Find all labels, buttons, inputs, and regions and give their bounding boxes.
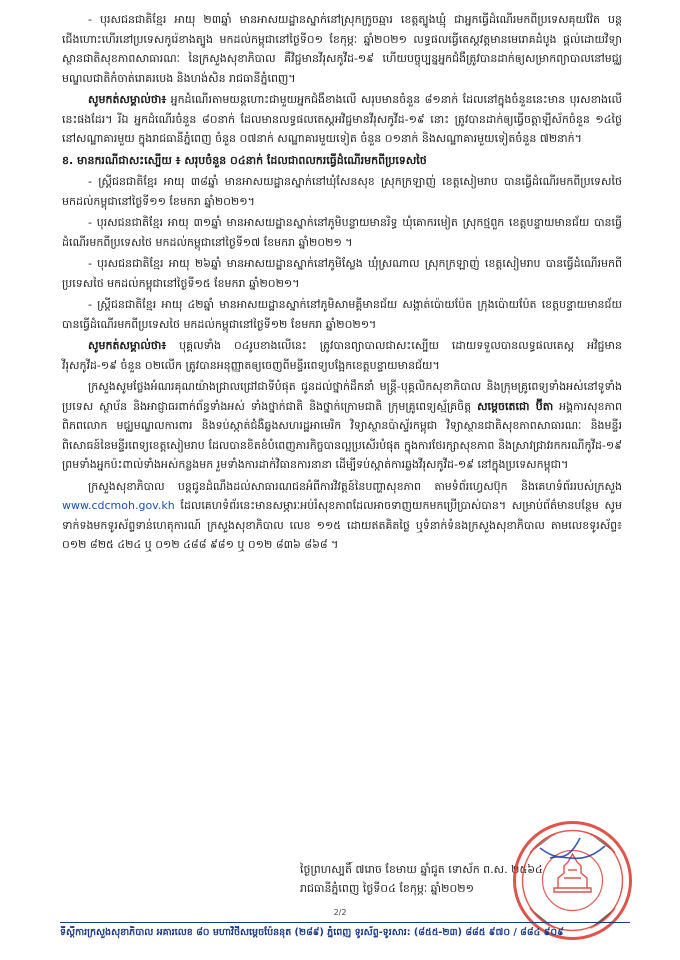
thanks-text: ក្រសួងសូមថ្លែងអំណរគុណយ៉ាងជ្រាលជ្រៅជាទីបំផុត ជូនដល់ថ្នាក់ដឹកនាំ មន្ត្រី-បុគ្គលិកសុខាភិបាល និងក្រុមគ្រូពេទ្យទាំងអស់នៅទូទាំងប្រទេស ស្ថាប័ន និងអាជ្ញាធរពាក់ព័ន្ធទាំងអស់ ទាំងថ្នាក់ជាតិ និងថ្នាក់ក្រោមជាតិ ក្រុមគ្រូពេទ្យស្ម័គ្រចិត្ត: [62, 380, 622, 413]
thanks-paragraph: [62, 377, 622, 475]
section-heading-recovered: ខ. មានករណីជាសះស្បើយ ៖ សរុបចំនួន ០៤នាក់ ដែលជាពលករធ្វើដំណើរមកពីប្រទេសថៃ: [62, 153, 427, 167]
note-text: អ្នកដំណើរតាមយន្តហោះជាមួយអ្នកជំងឺខាងលើ សរុបមានចំនួន ៨១នាក់ ដែលនៅក្នុងចំនួននេះមាន បុរសខាងលើនេះផងដែរ។ រីឯ អ្នកដំណើរចំនួន ៨០នាក់ ដែលមានលទ្ធផលតេស្តអវិជ្ជមានវីរុសកូវីដ-១៩ នោះ ត្រូវបានដាក់ឲ្យធ្វើចត្តាឡីស័កចំនួន ១៤ថ្ងៃ នៅសណ្ឋាគារមួយ ក្នុងរាជធានីភ្នំពេញ ចំនួន ០៧នាក់ សណ្ឋាគារមួយទៀត ចំនួន ០១នាក់ និងសណ្ឋាគារមួយទៀតចំនួន ៧២នាក់។: [62, 93, 622, 145]
thanks-bold-name: សម្តេចតេជោ ប៊ីតា: [477, 399, 554, 413]
recovered-case-4: - ស្ត្រីជនជាតិខ្មែរ អាយុ ៤២ឆ្នាំ មានអាសយដ្ឋានស្នាក់នៅភូមិសាមគ្គីមានជ័យ សង្កាត់ប៉ោយប៉ែត ក្រុងប៉ោយប៉ែត ខេត្តបន្ទាយមានជ័យ បានធ្វើដំណើរមកពីប្រទេសថៃ មកដល់កម្ពុជានៅថ្ងៃទី១២ ខែមករា ឆ្នាំ២០២១។: [62, 298, 622, 331]
note-label: សូមកត់សម្គាល់ថា៖: [88, 339, 167, 352]
note-paragraph-2: [62, 336, 622, 375]
case-paragraph-1: - បុរសជនជាតិខ្មែរ អាយុ ២៣ឆ្នាំ មានអាសយដ្ឋានស្នាក់នៅស្រុកក្រូចឆ្មារ ខេត្តត្បូងឃ្មុំ ជាអ្នកធ្វើដំណើរមកពីប្រទេសគុយវ៉ែត បន្តជើងហោះហើរនៅប្រទេសកូរ៉េខាងត្បូង មកដល់កម្ពុជានៅថ្ងៃទី០១ ខែកុម្ភៈ ឆ្នាំ២០២១ លទ្ធផលធ្វើតេស្តវត្តមានមេរោគដំបូង ផ្តល់ដោយវិទ្យាស្ថានជាតិសុខភាពសាធារណៈ នៃក្រសួងសុខាភិបាល គឺវិជ្ជមានវីរុសកូវីដ-១៩ ហើយបច្ចុប្បន្នអ្នកជំងឺត្រូវបានដាក់ឲ្យសម្រាកព្យាបាលនៅមជ្ឈមណ្ឌលជាតិកំចាត់រោគរបេង និងហង់សិន រាជធានីភ្នំពេញ។: [62, 13, 622, 85]
note-paragraph-1: [62, 90, 622, 149]
ministry-seal-icon: [510, 818, 635, 943]
note-label: សូមកត់សម្គាល់ថា៖: [88, 93, 167, 106]
solar-date: រាជធានីភ្នំពេញ ថ្ងៃទី០៤ ខែកុម្ភៈ ឆ្នាំ២០២១: [300, 882, 474, 895]
footer-divider: [60, 922, 630, 923]
footer-address: ទីស្តីការក្រសួងសុខាភិបាល អគារលេខ ៨០ មហាវិថីសម្តេចប៉ែននុត (២៨៩) ភ្នំពេញ ទូរស័ព្ទ-ទូរសារ: (៨៥៥-២៣) ៨៨៥ ៩៧០ / ៨៨៤ ៩០៩: [60, 927, 564, 938]
recovered-case-3: - បុរសជនជាតិខ្មែរ អាយុ ២៦ឆ្នាំ មានអាសយដ្ឋានស្នាក់នៅភូមិស្លែង ឃុំស្រណាល ស្រុកក្រឡាញ់ ខេត្តសៀមរាប បានធ្វើដំណើរមកពីប្រទេសថៃ មកដល់កម្ពុជានៅថ្ងៃទី១៥ ខែមករា ឆ្នាំ២០២១។: [62, 257, 622, 290]
lunar-date: ថ្ងៃព្រហស្បតិ៍ ៧រោច ខែមាឃ ឆ្នាំជូត ទោស័ក ព.ស. ២៥៦៤: [300, 863, 543, 876]
recovered-case-1: - ស្ត្រីជនជាតិខ្មែរ អាយុ ៣៨ឆ្នាំ មានអាសយដ្ឋានស្នាក់នៅឃុំសែនសុខ ស្រុកក្រឡាញ់ ខេត្តសៀមរាប បានធ្វើដំណើរមកពីប្រទេសថៃ មកដល់កម្ពុជានៅថ្ងៃទី១១ ខែមករា ឆ្នាំ២០២១។: [62, 175, 622, 208]
recovered-case-2: - បុរសជនជាតិខ្មែរ អាយុ ៣១ឆ្នាំ មានអាសយដ្ឋានស្នាក់នៅភូមិបន្ទាយមានរិទ្ធ ឃុំគោករមៀត ស្រុកថ្មពួក ខេត្តបន្ទាយមានជ័យ បានធ្វើដំណើរមកពីប្រទេសថៃ មកដល់កម្ពុជានៅថ្ងៃទី១៧ ខែមករា ឆ្នាំ២០២១ ។: [62, 216, 622, 249]
website-link[interactable]: www.cdcmoh.gov.kh: [62, 499, 175, 512]
contact-text: ដែលគេហទំព័រនេះមានសម្ភារៈអប់រំសុខភាពដែលអាចទាញយកមកប្រើប្រាស់បាន។ សម្រាប់ព័ត៌មានបន្ថែម សូមទាក់ទងមកទូរស័ព្ទទាន់ហេតុការណ៍ ក្រសួងសុខាភិបាល លេខ ១១៥ ដោយឥតគិតថ្លៃ ឬទំនាក់ទំនងក្រសួងសុខាភិបាល តាមលេខទូរស័ព្ទ៖ ០១២ ៨២៥ ៤២៤ ឬ ០១២ ៤៨៨ ៩៨១ ឬ ០១២ ៨៣៦ ៨៦៨ ។: [62, 499, 622, 551]
page-number: 2/2: [333, 908, 347, 917]
document-body: [62, 10, 622, 557]
contact-paragraph: [62, 477, 622, 555]
contact-text: ក្រសួងសុខាភិបាល បន្តជូនដំណឹងដល់សាធារណជនអំពីការវិវត្តន៍នៃបញ្ហាសុខភាព តាមទំព័រហ្វេសប៊ុក និងគេហទំព័ររបស់ក្រសួង: [88, 479, 622, 493]
thanks-text: អង្គការសុខភាពពិភពលោក មជ្ឈមណ្ឌលការពារ និងទប់ស្កាត់ជំងឺឆ្លងសហរដ្ឋអាមេរិក វិទ្យាស្ថានប៉ាស្ទ័រកម្ពុជា វិទ្យាស្ថានជាតិសុខភាពសាធារណៈ និងមន្ទីរពិសោធន៍នៃមន្ទីរពេទ្យខេត្តសៀមរាប ដែលបានខិតខំបំពេញភារកិច្ចបានល្អប្រសើរបំផុត ក្នុងការថែរក្សាសុខភាព និងស្រាវជ្រាវរកករណីកូវីដ-១៩ ព្រមទាំងអ្នកប៉ះពាល់ទាំងអស់កន្លងមក រួមទាំងការដាក់វិធានការនានា ដើម្បីទប់ស្កាត់ការឆ្លងវីរុសកូវីដ-១៩ នៅក្នុងប្រទេសកម្ពុជា។: [62, 399, 622, 471]
note-text: បុគ្គលទាំង ០៤រូបខាងលើនេះ ត្រូវបានព្យាបាលជាសះស្បើយ ដោយទទួលបានលទ្ធផលតេស្ត អវិជ្ជមានវីរុសកូវីដ-១៩ ចំនួន ០២លើក ត្រូវបានអនុញ្ញាតឲ្យចេញពីមន្ទីរពេទ្យបង្អែកខេត្តបន្ទាយមានជ័យ។: [62, 339, 622, 372]
